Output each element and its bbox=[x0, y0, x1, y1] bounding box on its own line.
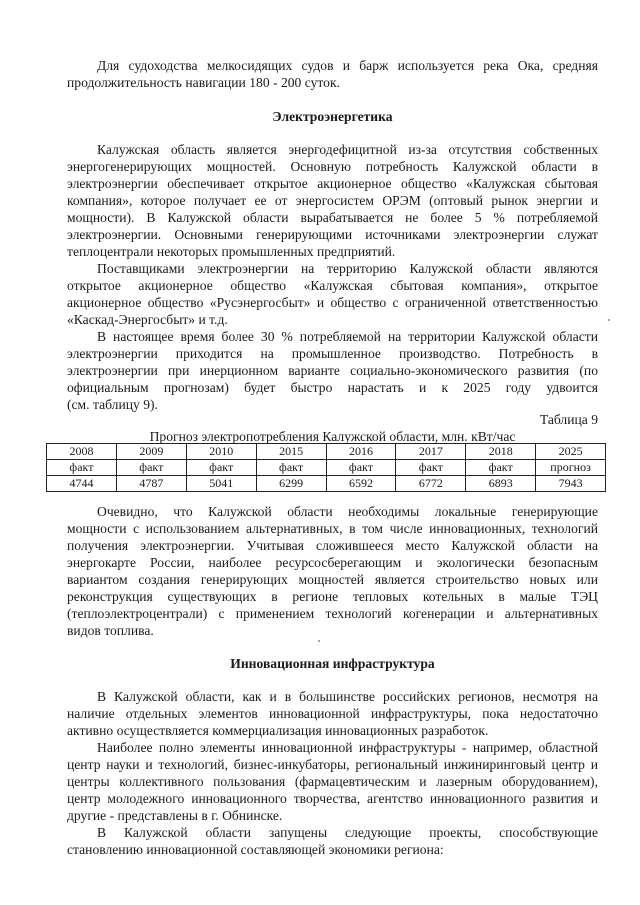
text-line: мощности с использованием альтернативных, в том числе инновационных, технологий bbox=[67, 521, 598, 536]
table-cell: факт bbox=[466, 460, 536, 476]
text-line: центр молодежного инновационного творчества, агентство инновационного развития и bbox=[67, 791, 598, 806]
table-cell: 2017 bbox=[396, 444, 466, 460]
text-line: электроэнергии при инерционном варианте социально-экономического развития (по bbox=[67, 363, 598, 378]
text-line: Калужская область является энергодефицитной из-за отсутствия собственных bbox=[97, 142, 598, 157]
text-line: наличие отдельных элементов инновационной инфраструктуры, пока недостаточно bbox=[67, 706, 598, 721]
text-line: В Калужской области, как и в большинстве российских регионов, несмотря на bbox=[97, 689, 598, 704]
text-line: В настоящее время более 30 % потребляемой на территории Калужской области bbox=[97, 329, 598, 344]
table-row-years bbox=[47, 444, 606, 460]
table-cell: факт bbox=[116, 460, 186, 476]
text-line: электроэнергии. Основными генерирующими источниками электроэнергии служат bbox=[67, 227, 598, 242]
text-line: электроэнергии обеспечивает открытое акционерное общество «Калужская сбытовая bbox=[67, 176, 598, 191]
table-cell: прогноз bbox=[536, 460, 606, 476]
text-line: Наиболее полно элементы инновационной инфраструктуры - например, областной bbox=[97, 740, 598, 755]
table-cell: 2015 bbox=[256, 444, 326, 460]
table-cell: 2009 bbox=[116, 444, 186, 460]
table-cell: 4787 bbox=[116, 476, 186, 492]
table-cell: 6299 bbox=[256, 476, 326, 492]
section-heading-innovation: Инновационная инфраструктура bbox=[230, 656, 435, 671]
table-cell: 2010 bbox=[186, 444, 256, 460]
text-line: энергокарте России, наиболее ресурсосберегающим и экологически безопасным bbox=[67, 555, 598, 570]
text-line: акционерное общество «Русэнергосбыт» и общество с ограниченной ответственностью bbox=[67, 295, 598, 310]
table-cell: 6893 bbox=[466, 476, 536, 492]
scan-speck bbox=[318, 640, 320, 642]
table-cell: 6592 bbox=[326, 476, 396, 492]
table-row-values bbox=[47, 476, 606, 492]
table-cell: факт bbox=[396, 460, 466, 476]
table-cell: факт bbox=[326, 460, 396, 476]
table-label: Таблица 9 bbox=[539, 412, 598, 427]
text-line: открытое акционерное общество «Калужская сбытовая компания», открытое bbox=[67, 278, 598, 293]
table-cell: 5041 bbox=[186, 476, 256, 492]
text-line: Поставщиками электроэнергии на территорию Калужской области являются bbox=[97, 261, 598, 276]
table-cell: 7943 bbox=[536, 476, 606, 492]
text-line: теплоцентрали некоторых промышленных предприятий. bbox=[67, 244, 396, 259]
table-row-types bbox=[47, 460, 606, 476]
text-line: мощности). В Калужской области вырабатывается не более 5 % потребляемой bbox=[67, 210, 598, 225]
table-cell: 4744 bbox=[47, 476, 117, 492]
text-line: видов топлива. bbox=[67, 623, 154, 638]
table-cell: факт bbox=[186, 460, 256, 476]
table-cell: 2018 bbox=[466, 444, 536, 460]
text-line: Очевидно, что Калужской области необходимы локальные генерирующие bbox=[97, 504, 598, 519]
table-cell: факт bbox=[47, 460, 117, 476]
text-line: (теплоэлектроцентрали) с применением технологий когенерации и альтернативных bbox=[67, 606, 598, 621]
forecast-table bbox=[46, 443, 606, 492]
text-line: активно осуществляется коммерциализация инновационных разработок. bbox=[67, 723, 489, 738]
table-cell: 6772 bbox=[396, 476, 466, 492]
text-line: продолжительность навигации 180 - 200 суток. bbox=[67, 75, 340, 90]
text-line: официальным прогнозам) будет быстро нарастать и к 2025 году удвоится bbox=[67, 380, 598, 395]
table-caption: Прогноз электропотребления Калужской области, млн. кВт/час bbox=[149, 429, 516, 444]
table-cell: 2025 bbox=[536, 444, 606, 460]
text-line: электроэнергии приходится на промышленное производство. Потребность в bbox=[67, 346, 598, 361]
table-cell: 2008 bbox=[47, 444, 117, 460]
text-line: вариантом создания генерирующих мощностей является строительство новых или bbox=[67, 572, 598, 587]
text-line: энергогенерирующих мощностей. Основную потребность Калужской области в bbox=[67, 159, 598, 174]
text-line: (см. таблицу 9). bbox=[67, 397, 158, 412]
text-line: Для судоходства мелкосидящих судов и барж используется река Ока, средняя bbox=[97, 58, 598, 73]
text-line: центр науки и технологий, бизнес-инкубаторы, региональный инжиниринговый центр и bbox=[67, 757, 598, 772]
text-line: реконструкция существующих в регионе тепловых котельных в малые ТЭЦ bbox=[67, 589, 598, 604]
scan-speck bbox=[608, 319, 610, 321]
text-line: компания», которое получает ее от энергосистем ОРЭМ (оптовый рынок энергии и bbox=[67, 193, 598, 208]
section-heading-energy: Электроэнергетика bbox=[272, 109, 393, 124]
text-line: получения электроэнергии. Учитывая сложившееся место Калужской области на bbox=[67, 538, 598, 553]
text-line: «Каскад-Энергосбыт» и т.д. bbox=[67, 312, 228, 327]
table-cell: 2016 bbox=[326, 444, 396, 460]
text-line: центры коллективного пользования (фармацевтическим и лазерным оборудованием), bbox=[67, 774, 598, 789]
text-line: В Калужской области запущены следующие проекты, способствующие bbox=[97, 825, 598, 840]
text-line: другие - представлены в г. Обнинске. bbox=[67, 808, 283, 823]
table-cell: факт bbox=[256, 460, 326, 476]
text-line: становлению инновационной составляющей экономики региона: bbox=[67, 842, 444, 857]
